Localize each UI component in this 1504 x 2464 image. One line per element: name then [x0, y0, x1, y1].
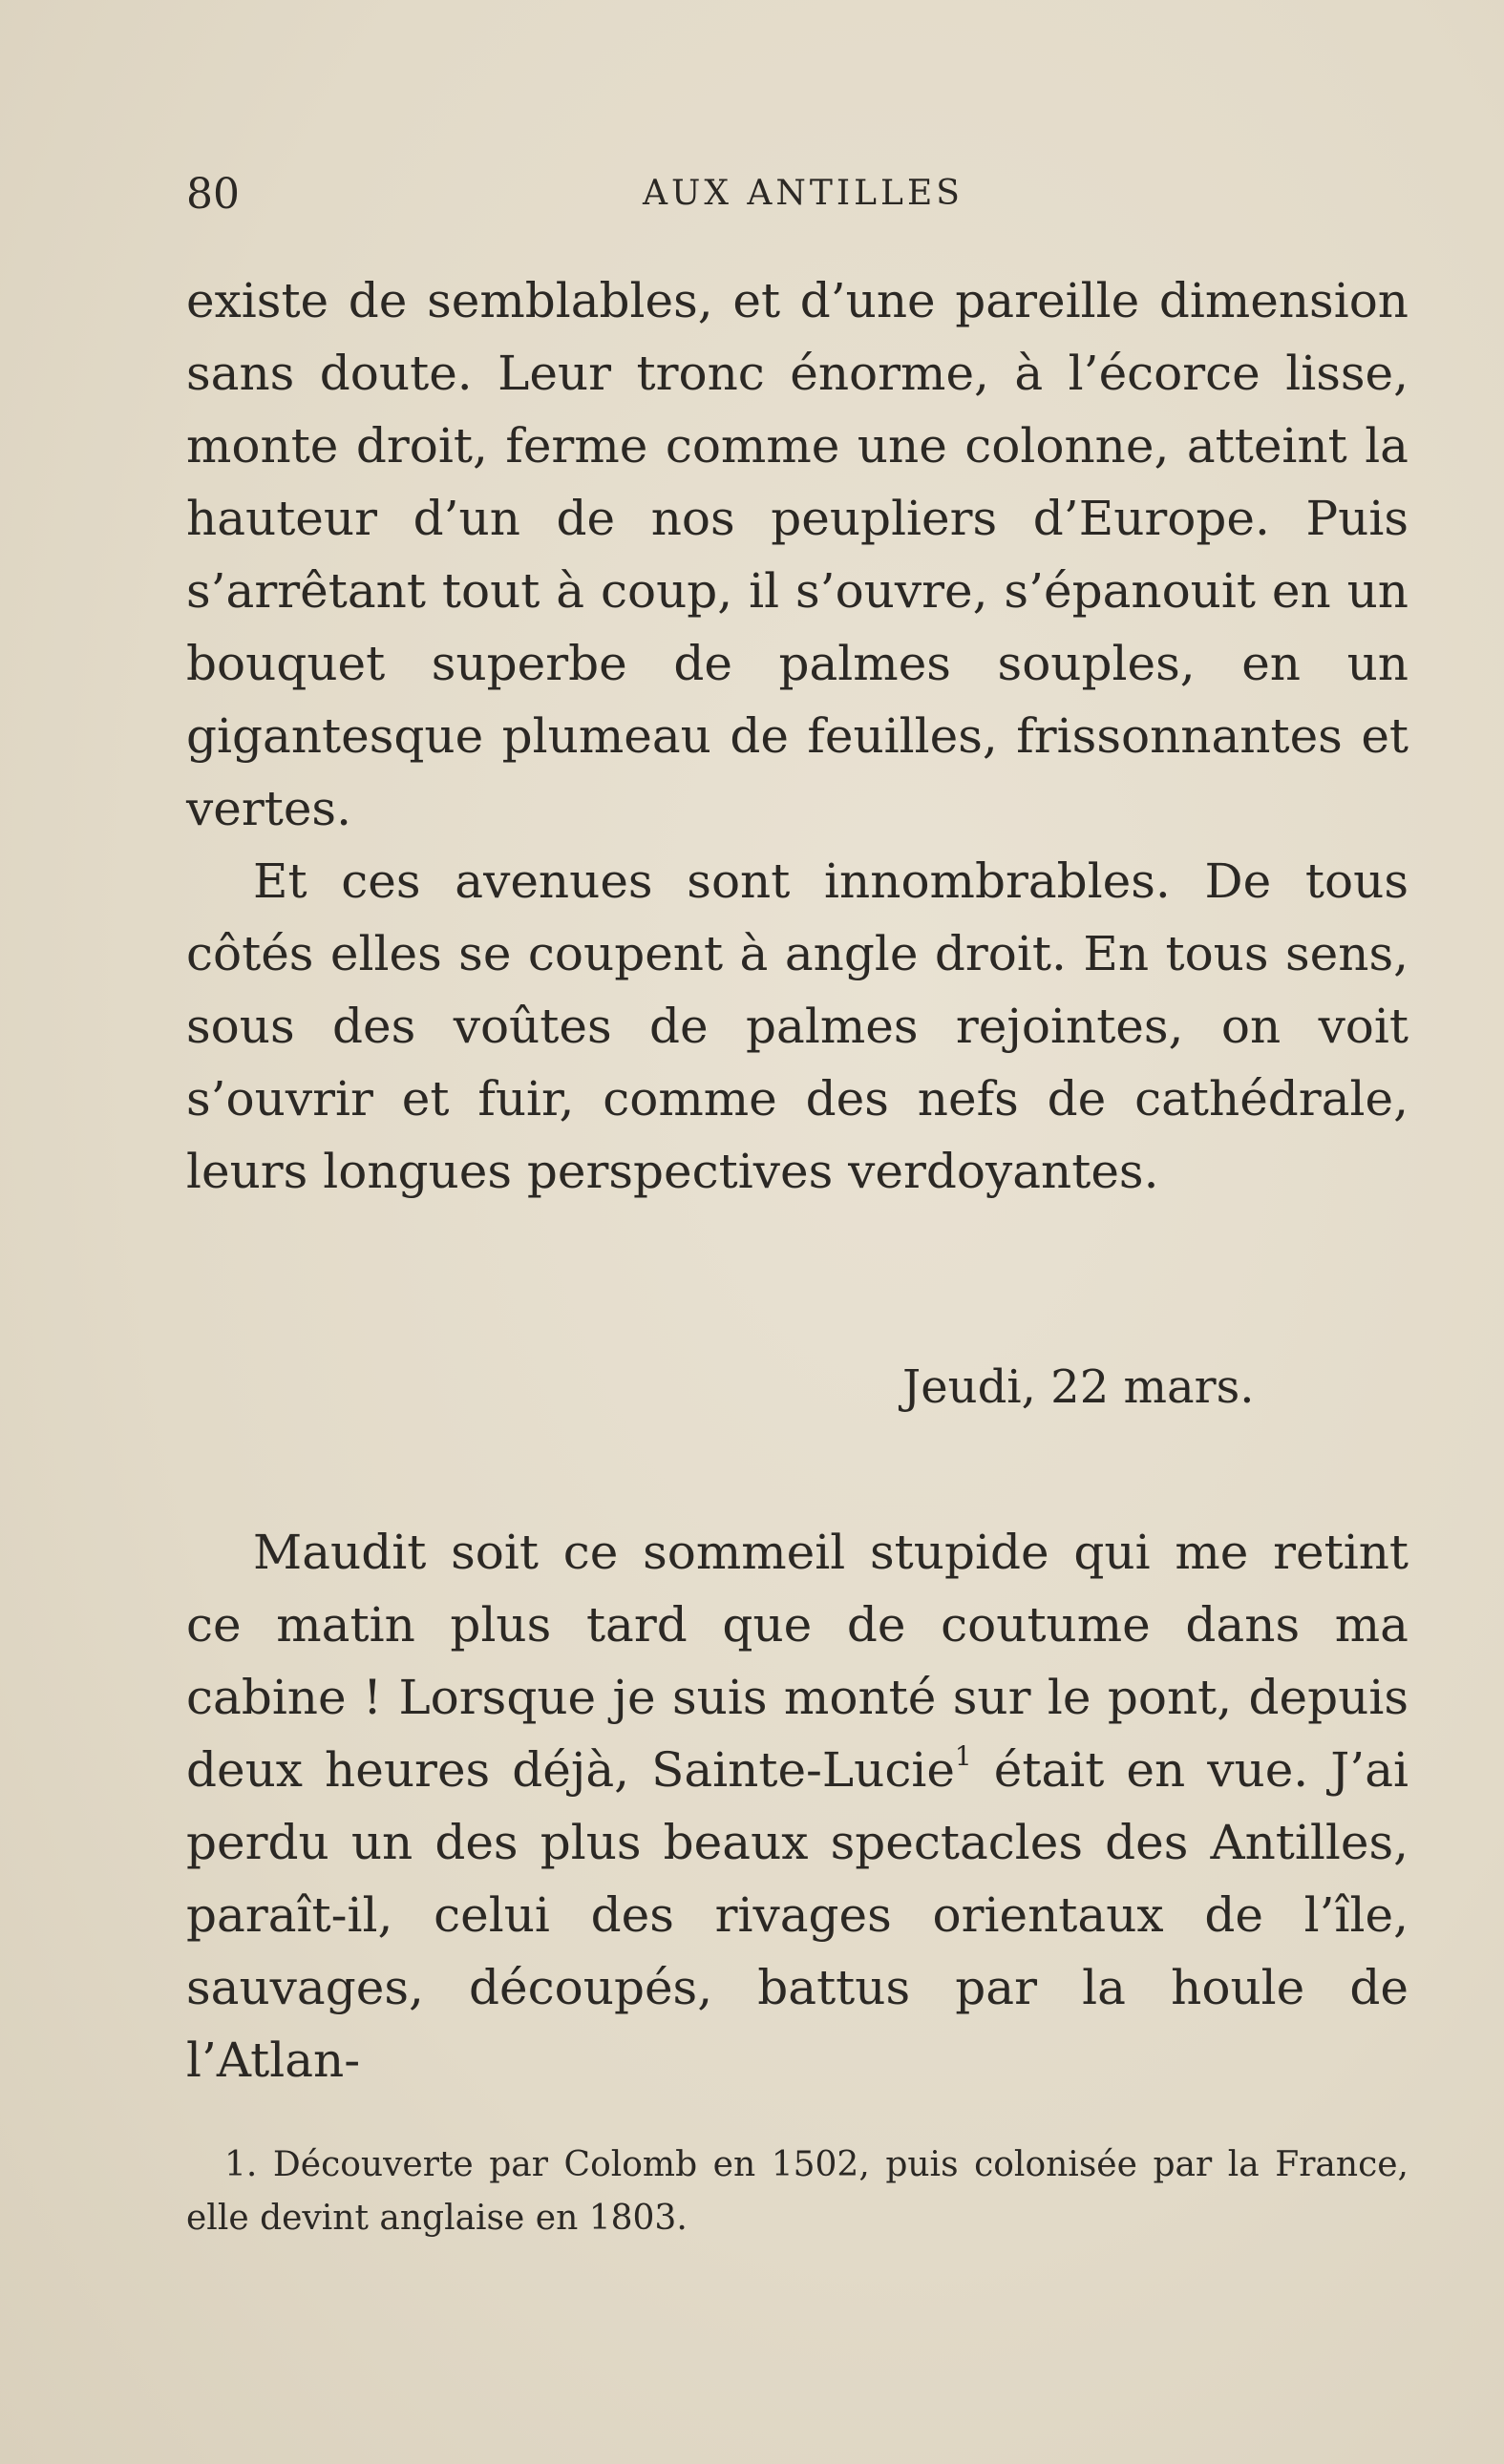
paragraph-3-text-a: Maudit soit ce sommeil stupide qui me retint ce matin plus tard que de coutume dans ma cabine ! Lorsque je suis monté sur le pont, depuis deux heures déjà, Sainte-Lucie — [186, 1525, 1409, 1798]
page-number: 80 — [186, 170, 240, 219]
page-header — [186, 170, 1409, 227]
footnote: 1. Découverte par Colomb en 1502, puis colonisée par la France, elle devint anglaise en 1803. — [186, 2145, 1409, 2238]
paragraph-1: existe de semblables, et d’une pareille dimension sans doute. Leur tronc énorme, à l’écorce lisse, monte droit, ferme comme une colonne, atteint la hauteur d’un de nos peupliers d’Europe. Puis s’arrêtant tout à coup, il s’ouvre, s’épanouit en un bouquet superbe de palmes souples, en un gigantesque plumeau de feuilles, frissonnantes et vertes. — [186, 273, 1409, 836]
dateline: Jeudi, 22 mars. — [902, 1360, 1255, 1414]
running-title: AUX ANTILLES — [643, 174, 964, 213]
footnote-reference: 1 — [954, 1740, 972, 1772]
paragraph-2: Et ces avenues sont innombrables. De tous côtés elles se coupent à angle droit. En tous sens, sous des voûtes de palmes rejointes, on voit s’ouvrir et fuir, comme des nefs de cathédrale, leurs longues perspectives verdoyantes. — [186, 853, 1409, 1199]
paragraph-3 — [186, 1516, 1409, 2096]
paragraph-3-text-b: était en vue. J’ai perdu un des plus beaux spectacles des Antilles, paraît-il, celui des rivages orientaux de l’île, sauvages, découpés, battus par la houle de l’Atlan- — [186, 1742, 1409, 2088]
